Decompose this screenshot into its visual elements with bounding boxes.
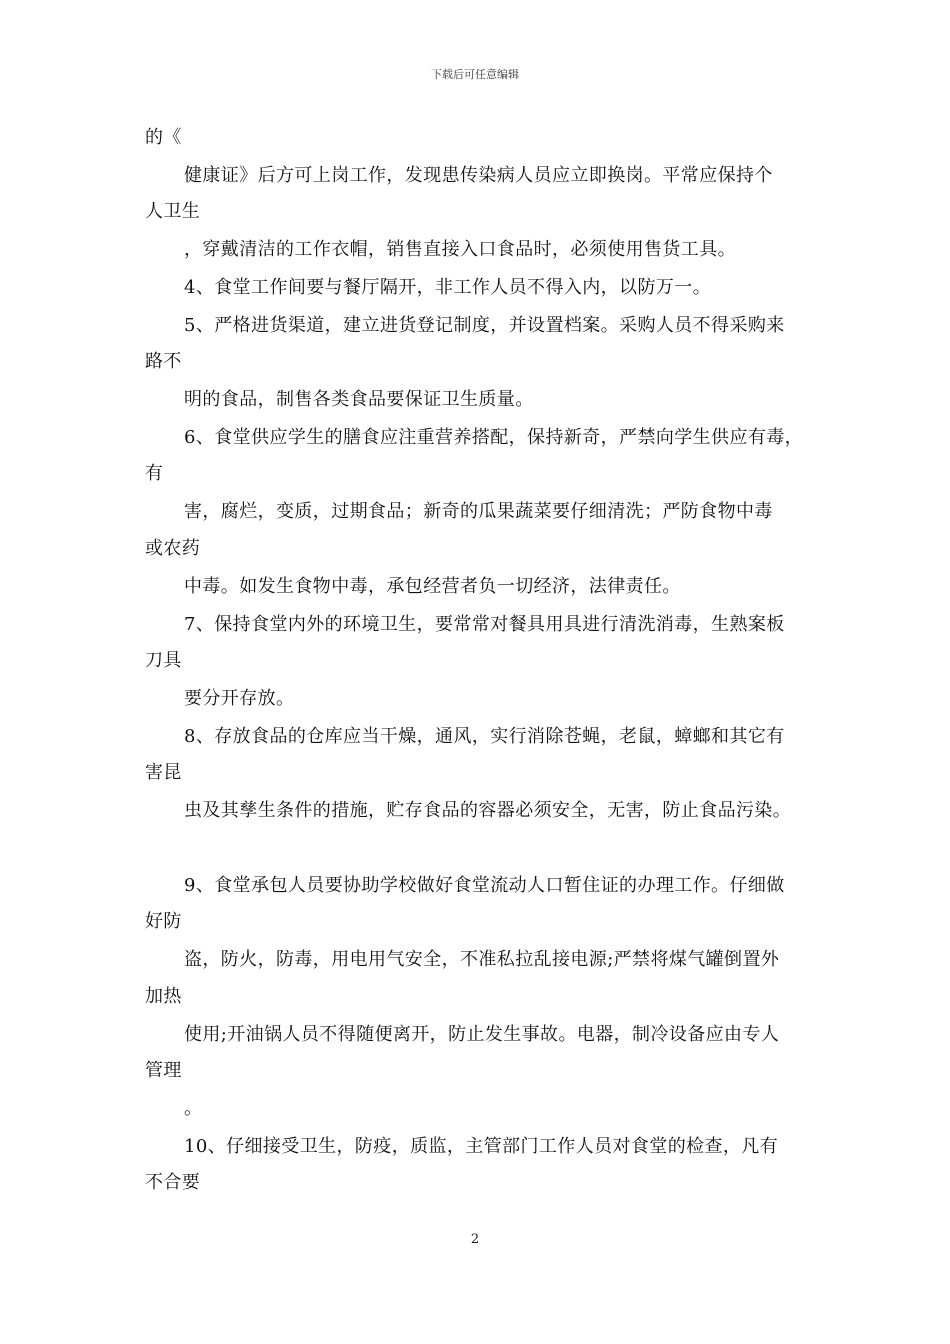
text-line: 不合要: [145, 1172, 201, 1193]
text-line: 刀具: [145, 650, 182, 671]
text-line: 健康证》后方可上岗工作，发现患传染病人员应立即换岗。平常应保持个: [184, 165, 773, 186]
text-line: 人卫生: [145, 201, 201, 222]
text-line: 虫及其孳生条件的措施，贮存食品的容器必须安全，无害，防止食品污染。: [184, 800, 792, 821]
text-line: 7、保持食堂内外的环境卫生，要常常对餐具用具进行清洗消毒，生熟案板: [184, 614, 785, 635]
text-line: 6、食堂供应学生的膳食应注重营养搭配，保持新奇，严禁向学生供应有毒，: [184, 427, 804, 448]
page-number: 2: [470, 1232, 480, 1247]
text-line: 好防: [145, 911, 182, 932]
text-line: 使用;开油锅人员不得随便离开，防止发生事故。电器，制冷设备应由专人: [184, 1024, 780, 1045]
text-line: ，穿戴清洁的工作衣帽，销售直接入口食品时，必须使用售货工具。: [184, 239, 736, 260]
text-line: 有: [145, 463, 164, 484]
text-line: 管理: [145, 1060, 182, 1081]
text-line: 害，腐烂，变质，过期食品；新奇的瓜果蔬菜要仔细清洗；严防食物中毒: [184, 501, 773, 522]
text-line: 路不: [145, 351, 182, 372]
text-line: 害昆: [145, 762, 182, 783]
text-line: 盗，防火，防毒，用电用气安全，不准私拉乱接电源;严禁将煤气罐倒置外: [184, 949, 780, 970]
text-line: 。: [184, 1098, 203, 1119]
text-line: 加热: [145, 986, 182, 1007]
text-line: 10、仔细接受卫生，防疫，质监，主管部门工作人员对食堂的检查，凡有: [184, 1136, 779, 1157]
text-line: 5、严格进货渠道，建立进货登记制度，并设置档案。采购人员不得采购来: [184, 315, 785, 336]
text-line: 9、食堂承包人员要协助学校做好食堂流动人口暂住证的办理工作。仔细做: [184, 875, 785, 896]
text-line: 8、存放食品的仓库应当干燥，通风，实行消除苍蝇，老鼠，蟑螂和其它有: [184, 726, 785, 747]
text-line: 或农药: [145, 538, 201, 559]
text-line: 要分开存放。: [184, 688, 295, 709]
text-line: 中毒。如发生食物中毒，承包经营者负一切经济，法律责任。: [184, 576, 681, 597]
page-header: 下载后可任意编辑: [431, 68, 519, 81]
text-line: 明的食品，制售各类食品要保证卫生质量。: [184, 389, 534, 410]
text-line: 4、食堂工作间要与餐厅隔开，非工作人员不得入内，以防万一。: [184, 277, 712, 298]
text-line: 的《: [145, 127, 182, 148]
